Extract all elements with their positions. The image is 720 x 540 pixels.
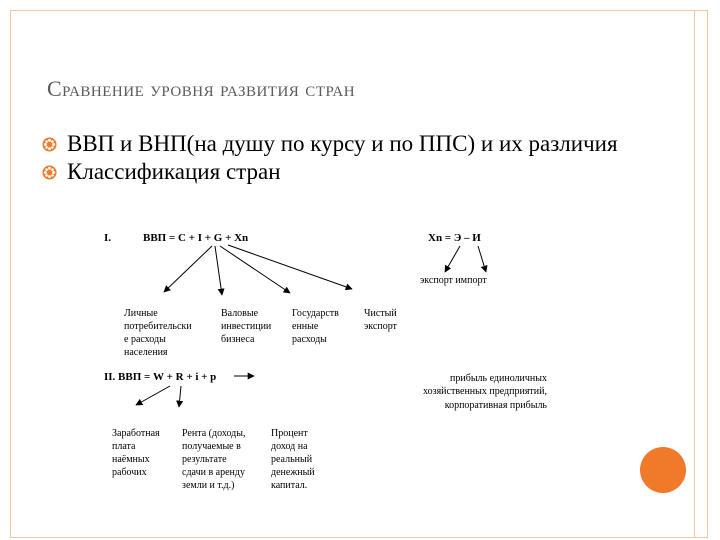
svg-text:потребительски: потребительски <box>124 321 192 332</box>
svg-text:прибыль единоличных: прибыль единоличных <box>450 373 547 384</box>
svg-text:Заработная: Заработная <box>112 428 160 439</box>
slide-title: Сравнение уровня развития стран <box>47 76 356 101</box>
svg-text:капитал.: капитал. <box>271 480 308 491</box>
svg-text:Процент: Процент <box>271 428 308 439</box>
svg-text:Государств: Государств <box>292 308 339 319</box>
svg-text:инвестиции: инвестиции <box>221 321 272 332</box>
svg-text:хозяйственных предприятий,: хозяйственных предприятий, <box>423 386 547 397</box>
svg-text:результате: результате <box>182 454 227 465</box>
bullet-text: ВВП и ВНП(на душу по курсу и по ППС) и их различия <box>67 131 618 156</box>
svg-text:енные: енные <box>292 321 319 332</box>
svg-text:населения: населения <box>124 347 168 358</box>
svg-text:наёмных: наёмных <box>112 454 150 465</box>
section1-items <box>124 308 398 358</box>
svg-text:Рента (доходы,: Рента (доходы, <box>182 428 246 439</box>
section2-formula: II. ВВП = W + R + i + p <box>104 371 217 383</box>
item-rent <box>182 428 245 491</box>
item-investment <box>221 308 272 345</box>
item-net-export <box>364 308 398 332</box>
item-consumption <box>124 308 192 358</box>
svg-text:Личные: Личные <box>124 308 158 319</box>
svg-text:доход на: доход на <box>271 441 308 452</box>
export-formula: Xn = Э – И <box>428 232 481 244</box>
item-wages <box>112 428 160 478</box>
svg-text:е расходы: е расходы <box>124 334 166 345</box>
bullet-text: Классификация стран <box>67 159 281 184</box>
export-arrows <box>445 246 486 272</box>
svg-text:сдачи в аренду: сдачи в аренду <box>182 467 245 478</box>
svg-text:экспорт: экспорт <box>364 321 397 332</box>
svg-text:денежный: денежный <box>271 467 315 478</box>
svg-text:рабочих: рабочих <box>112 467 147 478</box>
section1-formula: ВВП = C + I + G + Xn <box>143 232 249 244</box>
item-interest <box>271 428 315 491</box>
svg-text:Валовые: Валовые <box>221 308 259 319</box>
section2-items <box>112 428 315 491</box>
section1-arrows <box>164 245 352 295</box>
svg-text:расходы: расходы <box>292 334 327 345</box>
svg-text:бизнеса: бизнеса <box>221 334 255 345</box>
svg-text:земли и т.д.): земли и т.д.) <box>182 480 235 491</box>
svg-text:корпоративная прибыль: корпоративная прибыль <box>444 400 547 411</box>
export-caption: экспорт импорт <box>420 275 487 286</box>
svg-text:Чистый: Чистый <box>364 308 397 319</box>
svg-text:реальный: реальный <box>271 454 313 465</box>
section1-label: I. <box>104 232 112 244</box>
svg-text:плата: плата <box>112 441 136 452</box>
svg-text:получаемые в: получаемые в <box>182 441 241 452</box>
profit-text <box>423 373 547 411</box>
decorative-orange-circle <box>640 447 686 493</box>
item-government <box>292 308 339 345</box>
